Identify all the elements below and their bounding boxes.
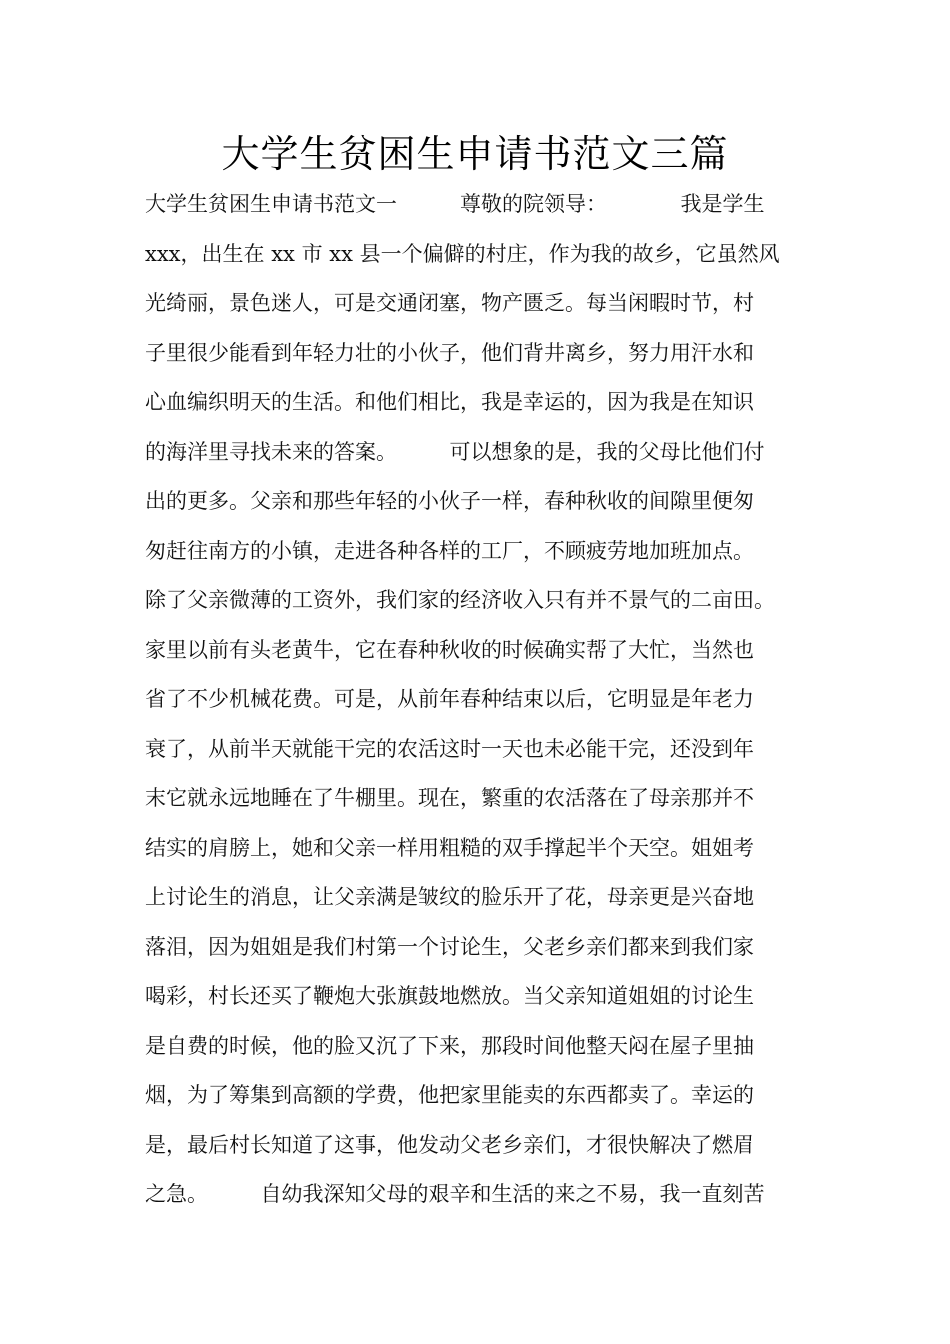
body-line: 烟，为了筹集到高额的学费，他把家里能卖的东西都卖了。幸运的 [145,1083,754,1107]
document-body [145,180,825,1220]
body-line: 落泪，因为姐姐是我们村第一个讨论生，父老乡亲们都来到我们家 [145,934,754,959]
body-line: 上讨论生的消息，让父亲满是皱纹的脸乐开了花，母亲更是兴奋地 [145,885,754,909]
body-line: 结实的肩膀上，她和父亲一样用粗糙的双手撑起半个天空。姐姐考 [145,835,754,860]
body-line: 子里很少能看到年轻力壮的小伙子，他们背井离乡，努力用汗水和 [145,340,754,365]
body-line: 的海洋里寻找未来的答案。 可以想象的是，我的父母比他们付 [145,439,765,464]
body-line: 大学生贫困生申请书范文一 尊敬的院领导： 我是学生 [145,192,765,216]
body-line: 末它就永远地睡在了牛棚里。现在，繁重的农活落在了母亲那并不 [145,786,754,810]
body-line: 家里以前有头老黄牛，它在春种秋收的时候确实帮了大忙，当然也 [145,637,754,662]
body-line: 衰了，从前半天就能干完的农活这时一天也未必能干完，还没到年 [145,736,754,761]
body-line: 之急。 自幼我深知父母的艰辛和生活的来之不易，我一直刻苦 [145,1182,765,1206]
body-line: 匆赶往南方的小镇，走进各种各样的工厂，不顾疲劳地加班加点。 [145,538,754,563]
body-line: 喝彩，村长还买了鞭炮大张旗鼓地燃放。当父亲知道姐姐的讨论生 [145,984,754,1008]
body-line: 出的更多。父亲和那些年轻的小伙子一样，春种秋收的间隙里便匆 [145,489,754,513]
body-line: 光绮丽，景色迷人，可是交通闭塞，物产匮乏。每当闲暇时节，村 [145,291,754,315]
body-line: 是，最后村长知道了这事，他发动父老乡亲们，才很快解决了燃眉 [145,1132,754,1157]
body-line: xxx，出生在 xx 市 xx 县一个偏僻的村庄，作为我的故乡，它虽然风 [145,241,780,266]
document-title: 大学生贫困生申请书范文三篇 [221,132,729,176]
body-line: 省了不少机械花费。可是，从前年春种结束以后，它明显是年老力 [145,687,754,711]
body-line: 心血编织明天的生活。和他们相比，我是幸运的，因为我是在知识 [145,390,754,414]
body-line: 是自费的时候，他的脸又沉了下来，那段时间他整天闷在屋子里抽 [145,1033,754,1058]
body-line: 除了父亲微薄的工资外，我们家的经济收入只有并不景气的二亩田。 [145,588,775,612]
